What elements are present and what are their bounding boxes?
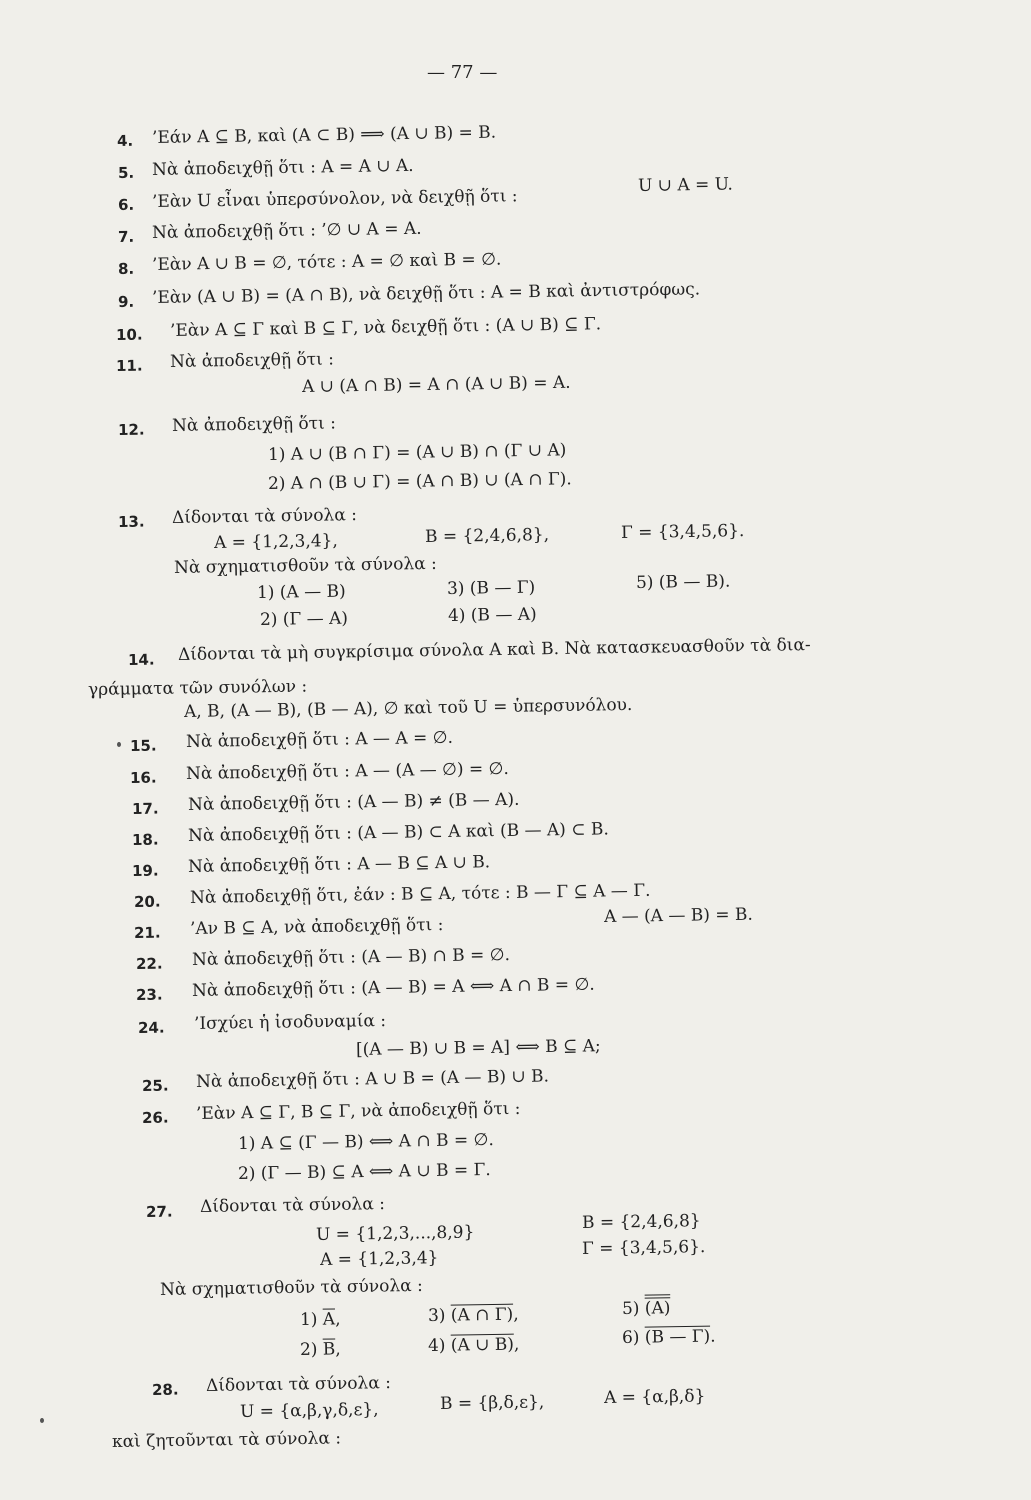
problem-text: ’Εὰν U εἶναι ὑπερσύνολον, νὰ δειχθῇ ὅτι : [151, 186, 518, 212]
problem-number: 25. [141, 1076, 169, 1095]
problem-number: 13. [117, 512, 145, 531]
problem-number: 17. [131, 799, 159, 818]
problem-text: Δίδονται τὰ μὴ συγκρίσιμα σύνολα Α καὶ Β. Νὰ κατασκευασθοῦν τὰ δια- [177, 635, 811, 665]
problem-text: ’Εὰν (Α ∪ Β) = (Α ∩ Β), νὰ δειχθῇ ὅτι : Α = Β καὶ ἀντιστρόφως. [151, 279, 701, 308]
ink-speck [117, 742, 121, 747]
set-complement: (Α ∪ Β) [450, 1334, 515, 1356]
problem-text: Νὰ ἀποδειχθῇ ὅτι : (Α — Β) = Α ⟺ Α ∩ Β = ∅. [191, 974, 595, 1001]
set-definition: Β = {2,4,6,8} [581, 1211, 701, 1233]
problem-number: 12. [117, 420, 145, 439]
set-complement: $\overline{B}$ [322, 1339, 336, 1360]
problem-number: 28. [151, 1380, 179, 1399]
sub-item-label: 1) [299, 1309, 318, 1330]
separator: , [513, 1304, 519, 1325]
problem-text: Νὰ ἀποδειχθῇ ὅτι : (Α — Β) ≠ (Β — Α). [187, 789, 520, 815]
separator: . [710, 1326, 716, 1347]
sub-item-label: 3) [427, 1305, 446, 1326]
set-definition: U = {α,β,γ,δ,ε}, [239, 1399, 379, 1422]
problem-number: 7. [117, 227, 135, 246]
separator: , [334, 1309, 341, 1330]
set-definition: Β = {β,δ,ε}, [439, 1392, 545, 1414]
problem-text: ’Εὰν Α ∪ Β = ∅, τότε : Α = ∅ καὶ Β = ∅. [151, 249, 502, 275]
sub-item: 5) (Β — Β). [635, 571, 731, 593]
problem-number: 22. [135, 954, 163, 973]
problem-text: ’Ισχύει ἡ ἰσοδυναμία : [193, 1010, 387, 1034]
sub-item-label: 2) [299, 1339, 318, 1360]
problem-text: Νὰ ἀποδειχθῇ ὅτι : [171, 413, 337, 436]
problem-number: 8. [117, 259, 135, 278]
problem-text: Νὰ σχηματισθοῦν τὰ σύνολα : [173, 553, 437, 578]
problem-number: 20. [133, 892, 161, 911]
problem-number: 14. [127, 650, 155, 669]
problem-text: Νὰ ἀποδειχθῇ ὅτι : Α — Α = ∅. [185, 727, 454, 752]
problem-number: 11. [115, 356, 143, 375]
sub-item-row [300, 1339, 341, 1360]
ink-speck [40, 1418, 44, 1423]
sub-item-label: 5) [621, 1298, 640, 1319]
problem-number: 19. [131, 861, 159, 880]
sub-item: 1) (Α — Β) [256, 581, 346, 603]
problem-number: 16. [129, 768, 157, 787]
set-definition: Γ = {3,4,5,6}. [581, 1237, 706, 1259]
set-complement: (Α ∩ Γ) [450, 1304, 514, 1326]
sub-item: 4) (Β — Α) [447, 604, 537, 626]
sub-item-row [300, 1309, 341, 1330]
problem-text: Νὰ ἀποδειχθῇ ὅτι : (Α — Β) ⊂ Α καὶ (Β — Α) ⊂ Β. [187, 819, 609, 846]
sub-item-label: 4) [427, 1335, 446, 1356]
sub-item-row [428, 1305, 519, 1326]
problem-formula: 2) Α ∩ (Β ∪ Γ) = (Α ∩ Β) ∪ (Α ∩ Γ). [267, 469, 572, 494]
problem-formula: [(Α — Β) ∪ Β = Α] ⟺ Β ⊆ Α; [355, 1036, 601, 1060]
sub-item: 1) Α ⊆ (Γ — Β) ⟺ Α ∩ Β = ∅. [237, 1129, 494, 1154]
problem-formula: Α ∪ (Α ∩ Β) = Α ∩ (Α ∪ Β) = Α. [301, 372, 571, 397]
problem-number: 10. [115, 325, 143, 344]
problem-number: 9. [117, 292, 135, 311]
sub-item-label: 6) [621, 1327, 640, 1348]
page-number: — 77 — [427, 62, 498, 83]
sub-item-row [622, 1327, 716, 1348]
problem-formula: Α — (Α — Β) = Β. [603, 904, 754, 927]
problem-number: 15. [129, 736, 157, 755]
problem-text: Νὰ ἀποδειχθῇ ὅτι : [169, 349, 335, 372]
problem-number: 4. [116, 131, 134, 150]
problem-text: Νὰ ἀποδειχθῇ ὅτι : ’∅ ∪ Α = Α. [151, 218, 422, 243]
sub-item: 2) (Γ — Α) [259, 608, 349, 630]
problem-text: καὶ ζητοῦνται τὰ σύνολα : [111, 1428, 342, 1452]
problem-formula: Α, Β, (Α — Β), (Β — Α), ∅ καὶ τοῦ U = ὑπερσυνόλου. [183, 694, 633, 722]
set-definition: Α = {1,2,3,4} [319, 1248, 439, 1270]
separator: , [513, 1334, 520, 1355]
set-definition: Α = {1,2,3,4}, [213, 531, 338, 553]
problem-text: ’Εὰν Α ⊆ Γ καὶ Β ⊆ Γ, νὰ δειχθῇ ὅτι : (Α ∪ Β) ⊆ Γ. [169, 314, 602, 341]
problem-number: 26. [141, 1108, 169, 1127]
set-complement: $\overline{A}$ [322, 1309, 336, 1330]
problem-text: ’Εάν Α ⊆ Β, καὶ (Α ⊂ Β) ⟹ (Α ∪ Β) = Β. [151, 122, 497, 148]
problem-number: 18. [131, 830, 159, 849]
problem-formula: U ∪ Α = U. [637, 174, 734, 196]
set-double-complement: (Α) [644, 1298, 671, 1319]
problem-text: Νὰ ἀποδειχθῇ ὅτι, ἐάν : Β ⊆ Α, τότε : Β — Γ ⊆ Α — Γ. [189, 880, 651, 908]
problem-number: 21. [133, 923, 161, 942]
problem-text: Δίδονται τὰ σύνολα : [199, 1194, 386, 1217]
sub-item-row [428, 1335, 520, 1356]
problem-number: 27. [145, 1202, 173, 1221]
sub-item-row [622, 1298, 671, 1319]
problem-number: 23. [135, 985, 163, 1004]
set-definition: Α = {α,β,δ} [603, 1386, 706, 1408]
problem-text: Νὰ ἀποδειχθῇ ὅτι : Α = Α ∪ Α. [151, 155, 414, 180]
problem-text: Δίδονται τὰ σύνολα : [205, 1373, 392, 1396]
problem-text: Νὰ ἀποδειχθῇ ὅτι : Α ∪ Β = (Α — Β) ∪ Β. [195, 1066, 550, 1092]
set-definition: Β = {2,4,6,8}, [424, 525, 550, 547]
problem-text: Νὰ ἀποδειχθῇ ὅτι : Α — (Α — ∅) = ∅. [185, 758, 509, 784]
sub-item: 3) (Β — Γ) [446, 577, 536, 599]
problem-text: γράμματα τῶν συνόλων : [87, 676, 308, 700]
separator: , [335, 1339, 341, 1360]
problem-formula: 1) Α ∪ (Β ∩ Γ) = (Α ∪ Β) ∩ (Γ ∪ Α) [267, 440, 567, 465]
problem-text: ’Αν Β ⊆ Α, νὰ ἀποδειχθῇ ὅτι : [189, 915, 444, 939]
problem-number: 5. [117, 163, 135, 182]
problem-text: Νὰ ἀποδειχθῇ ὅτι : (Α — Β) ∩ Β = ∅. [191, 945, 511, 970]
sub-item: 2) (Γ — Β) ⊆ Α ⟺ Α ∪ Β = Γ. [237, 1160, 491, 1184]
set-complement: (Β — Γ) [644, 1326, 711, 1348]
problem-number: 6. [117, 195, 135, 214]
problem-text: Νὰ ἀποδειχθῇ ὅτι : Α — Β ⊆ Α ∪ Β. [187, 852, 491, 877]
problem-number: 24. [137, 1018, 165, 1037]
problem-text: Νὰ σχηματισθοῦν τὰ σύνολα : [159, 1275, 423, 1300]
problem-text: ’Εὰν Α ⊆ Γ, Β ⊆ Γ, νὰ ἀποδειχθῇ ὅτι : [195, 1098, 521, 1124]
set-definition: U = {1,2,3,...,8,9} [315, 1222, 475, 1245]
problem-text: Δίδονται τὰ σύνολα : [171, 505, 358, 528]
set-definition: Γ = {3,4,5,6}. [620, 521, 745, 543]
